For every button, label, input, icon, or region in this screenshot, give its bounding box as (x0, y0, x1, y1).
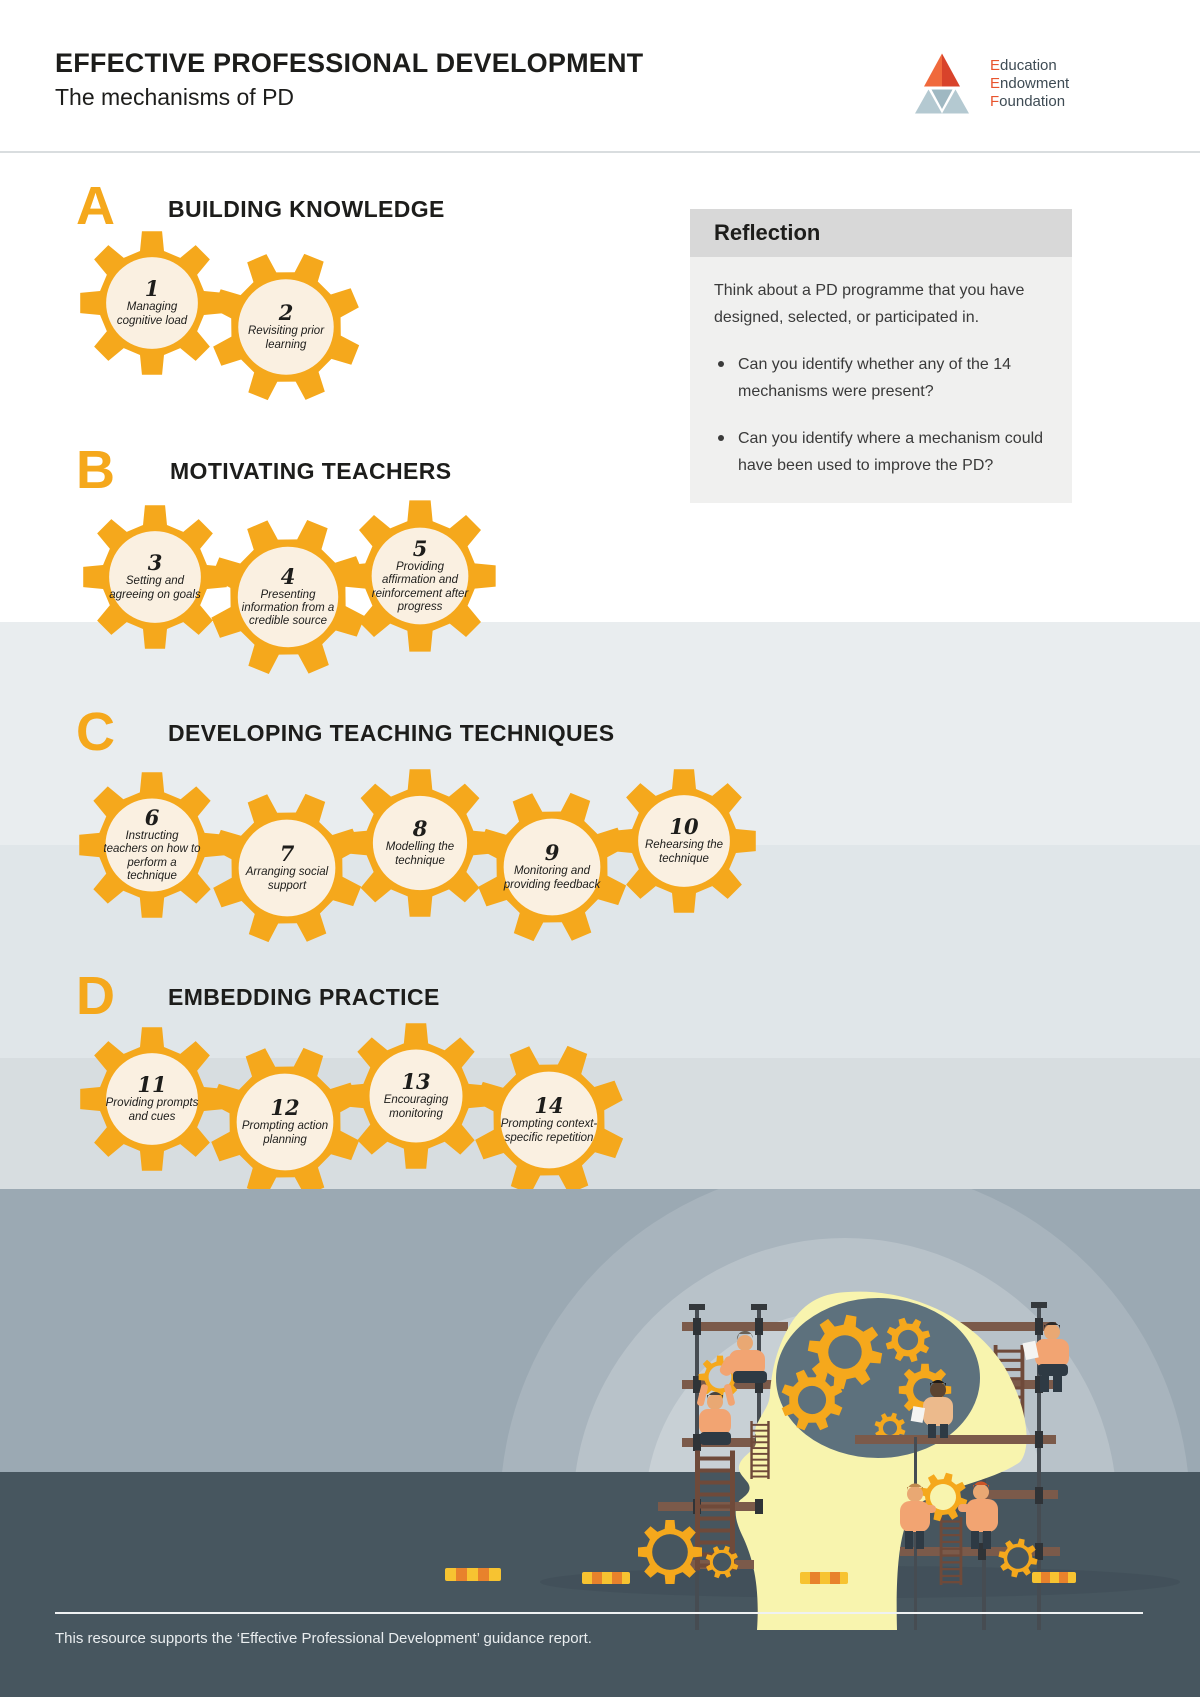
mechanism-number: 4 (280, 563, 296, 589)
mechanism-number: 11 (137, 1072, 167, 1098)
footer-text: This resource supports the ‘Effective Professional Development’ guidance report. (55, 1630, 592, 1647)
section-title-d: EMBEDDING PRACTICE (168, 984, 440, 1010)
reflection-bullet (714, 425, 1048, 479)
mechanism-number: 6 (144, 805, 160, 831)
mechanism-label: Providing affirmation and reinforcement after progress (371, 561, 469, 613)
mechanism-label: Rehearsing the technique (644, 839, 723, 865)
mechanism-gear-9 (474, 789, 630, 945)
footer-divider (55, 1612, 1143, 1614)
mechanism-label: Prompting action planning (241, 1120, 329, 1146)
mechanism-number: 2 (278, 300, 294, 326)
mechanism-gear-12 (207, 1044, 363, 1200)
reflection-bullet-text: Can you identify whether any of the 14 mechanisms were present? (738, 356, 1012, 400)
logo-text-line: Foundation (990, 93, 1066, 110)
mechanism-number: 1 (144, 276, 160, 302)
mechanism-number: 3 (147, 550, 163, 576)
mechanism-gear-14 (471, 1042, 627, 1198)
section-letter-d: D (76, 966, 115, 1026)
mechanism-label: Encouraging monitoring (383, 1094, 449, 1120)
mechanism-label: Revisiting prior learning (247, 325, 325, 351)
mechanism-gear-5 (342, 498, 498, 654)
mechanism-label: Arranging social support (245, 866, 329, 892)
section-letter-b: B (76, 440, 115, 500)
mechanism-gear-2 (209, 250, 363, 404)
section-title-b: MOTIVATING TEACHERS (170, 458, 452, 484)
logo-text-line: Education (990, 57, 1057, 74)
reflection-body (690, 257, 1072, 503)
page-subtitle: The mechanisms of PD (55, 84, 295, 110)
mechanism-label: Instructing teachers on how to perform a technique (103, 830, 201, 882)
section-letter-a: A (76, 176, 115, 236)
reflection-intro: Think about a PD programme that you have designed, selected, or participated in. (714, 282, 1025, 326)
eef-logo-icon (902, 52, 982, 118)
section-letter-c: C (76, 702, 115, 762)
mechanism-number: 14 (534, 1093, 564, 1119)
reflection-bullet-text: Can you identify where a mechanism could have been used to improve the PD? (738, 430, 1044, 474)
mechanism-number: 8 (412, 816, 428, 842)
mechanism-gear-7 (209, 790, 365, 946)
mechanism-label: Monitoring and providing feedback (503, 865, 601, 891)
mechanism-number: 12 (270, 1095, 300, 1121)
mechanism-number: 5 (412, 536, 428, 562)
reflection-panel (690, 209, 1072, 503)
mechanism-label: Providing prompts and cues (105, 1097, 199, 1123)
mechanism-gear-10 (610, 767, 758, 915)
bullet-dot-icon (718, 361, 724, 367)
reflection-bullet (714, 351, 1048, 405)
section-title-a: BUILDING KNOWLEDGE (168, 196, 445, 222)
mechanism-number: 13 (401, 1069, 431, 1095)
bullet-dot-icon (718, 435, 724, 441)
worker-lifting-gear (696, 1383, 735, 1445)
mechanism-number: 9 (544, 840, 560, 866)
eef-logo (902, 50, 1162, 120)
mechanism-label: Modelling the technique (385, 841, 455, 867)
reflection-title: Reflection (690, 209, 1072, 257)
mechanism-label: Setting and agreeing on goals (109, 575, 201, 601)
mechanism-number: 7 (279, 841, 295, 867)
mechanism-label: Managing cognitive load (116, 301, 188, 327)
mechanism-label: Prompting context-specific repetition (500, 1118, 598, 1144)
header-divider (0, 151, 1200, 153)
head-construction-illustration (0, 1189, 1200, 1697)
mechanism-label: Presenting information from a credible source (241, 588, 335, 628)
section-title-c: DEVELOPING TEACHING TECHNIQUES (168, 720, 615, 746)
page-title: EFFECTIVE PROFESSIONAL DEVELOPMENT (55, 48, 644, 78)
logo-text-line: Endowment (990, 75, 1070, 92)
mechanism-number: 10 (669, 814, 699, 840)
